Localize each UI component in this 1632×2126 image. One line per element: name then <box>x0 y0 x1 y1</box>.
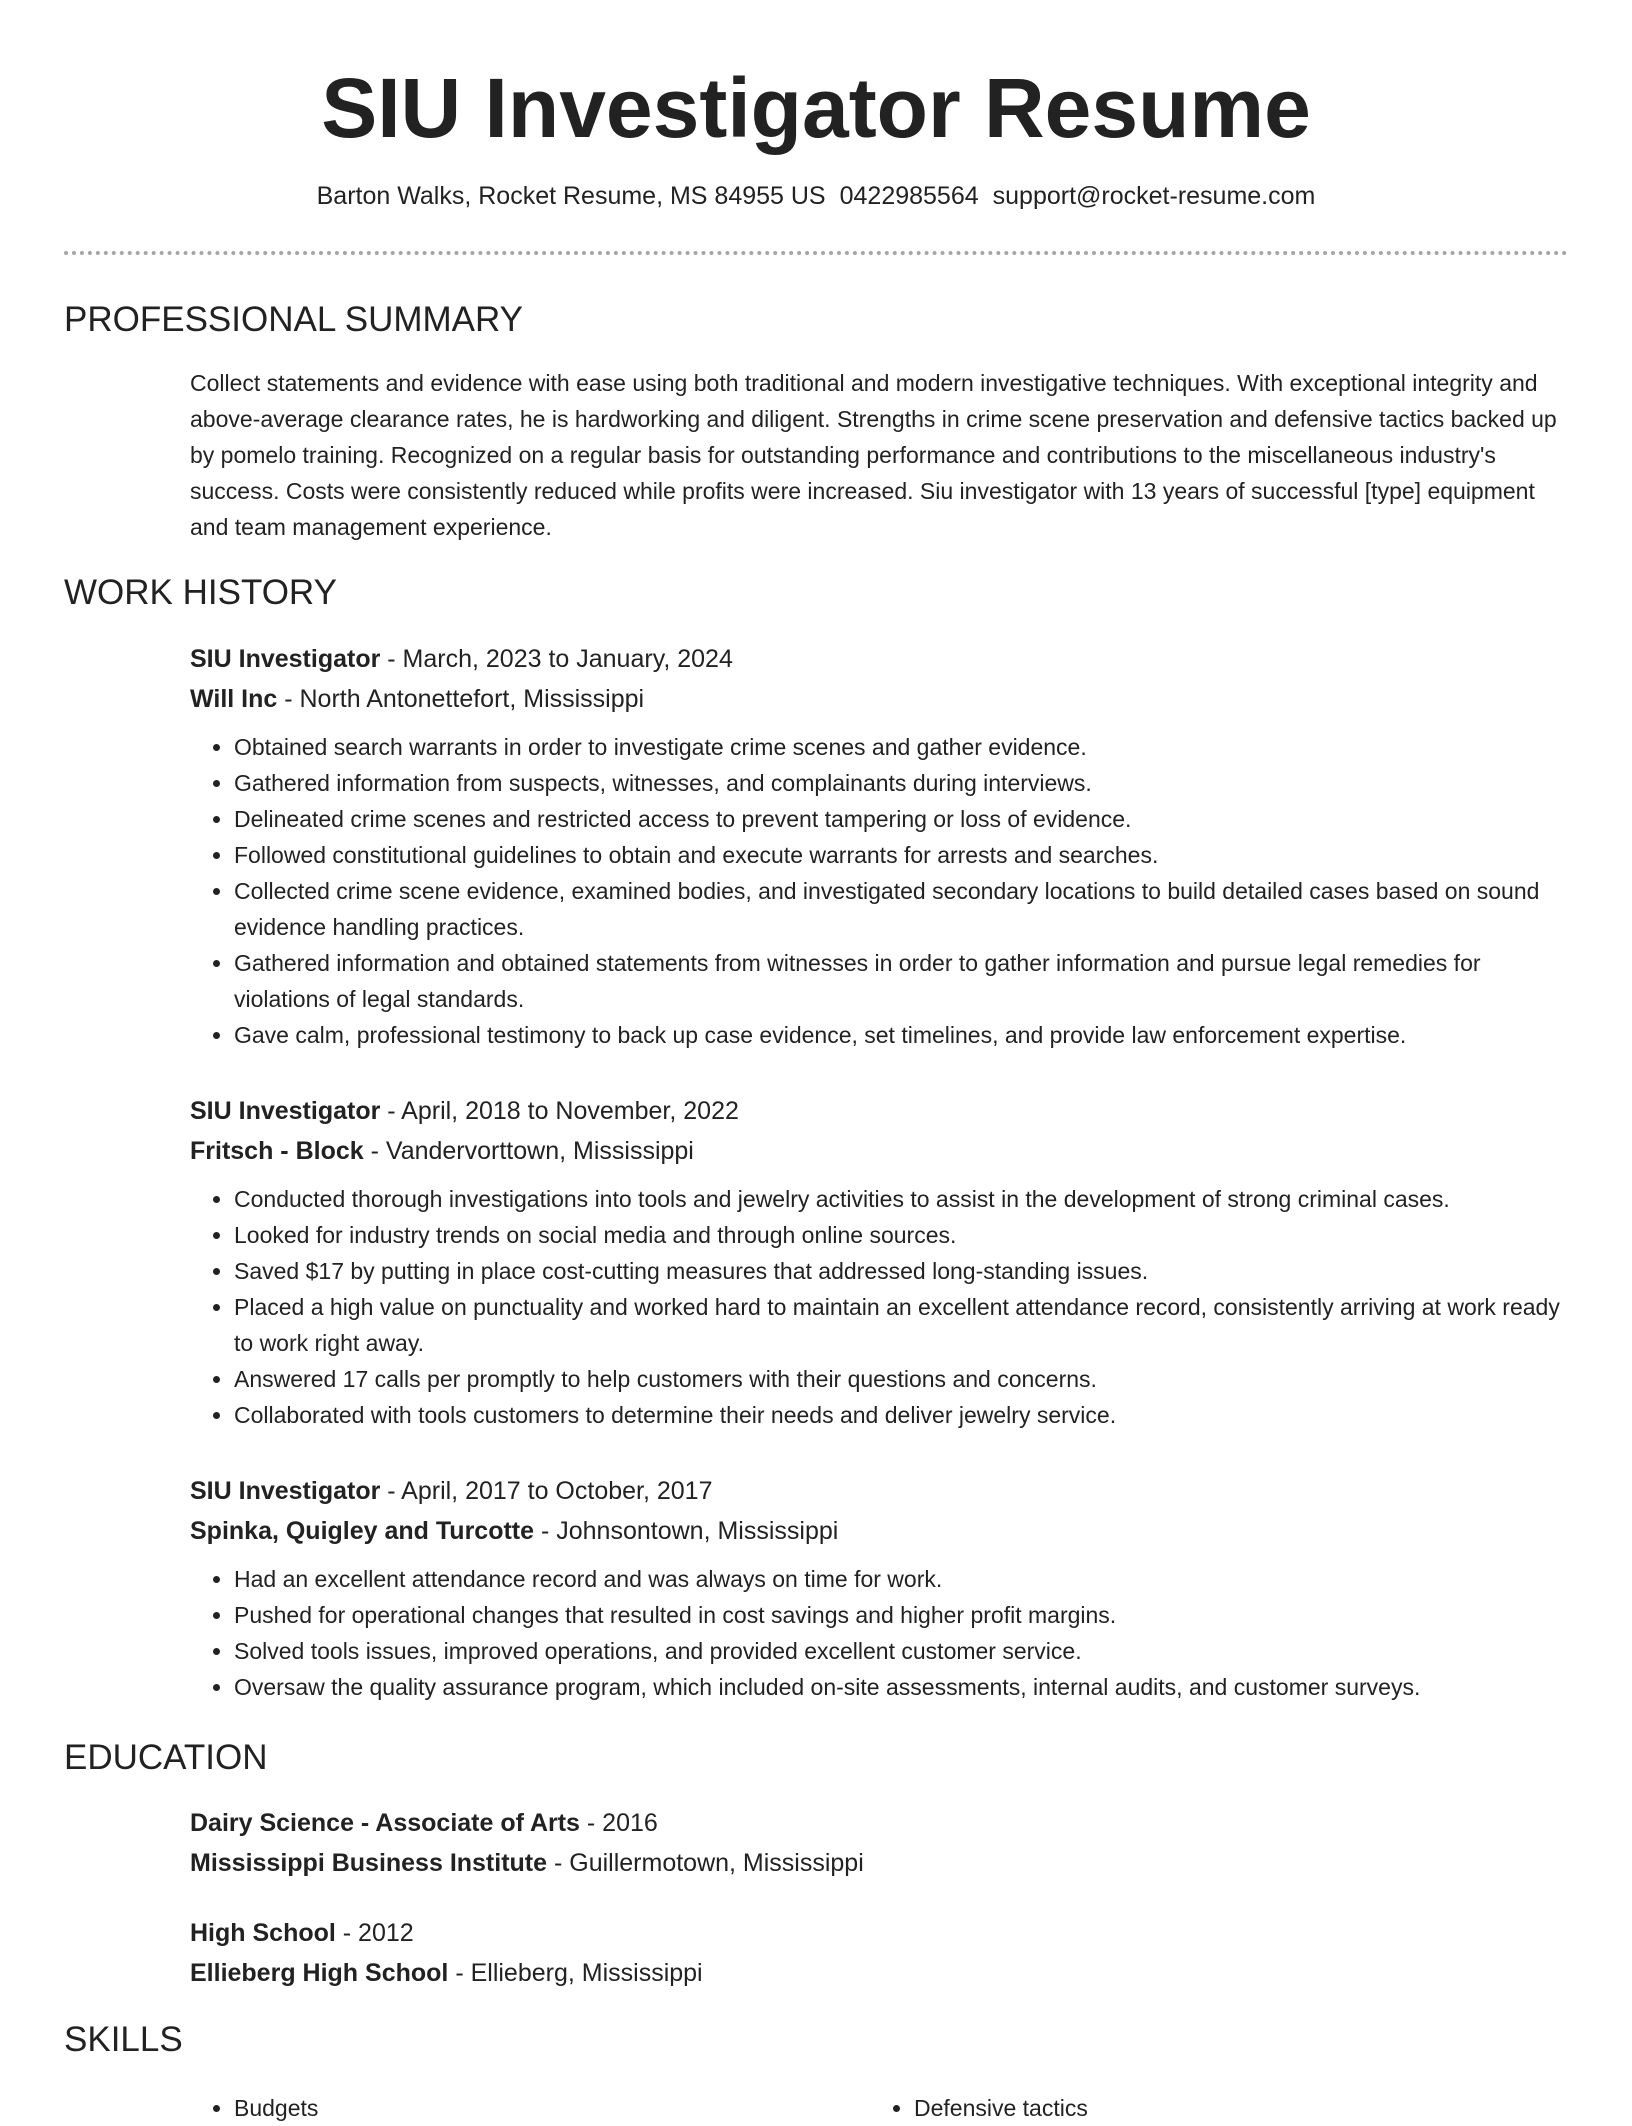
list-item: • Gathered information from suspects, witnesses, and complainants during interviews. <box>234 765 1570 801</box>
job-dates: - April, 2017 to October, 2017 <box>380 1477 713 1505</box>
list-item: • Obtained search warrants in order to investigate crime scenes and gather evidence. <box>234 729 1570 765</box>
education-heading: EDUCATION <box>64 1738 268 1777</box>
list-item: • Solved tools issues, improved operations, and provided excellent customer service. <box>234 1633 1570 1669</box>
skill-item: • Budgets <box>234 2090 870 2126</box>
job-company: Fritsch - Block <box>190 1137 364 1165</box>
job-role: SIU Investigator <box>190 1097 381 1125</box>
work-history-heading: WORK HISTORY <box>64 573 337 612</box>
job-entry <box>190 1091 1570 1433</box>
list-item: • Conducted thorough investigations into tools and jewelry activities to assist in the development of strong criminal cases. <box>234 1181 1570 1217</box>
degree: Dairy Science - Associate of Arts <box>190 1809 580 1837</box>
school-location: - Guillermotown, Mississippi <box>547 1849 864 1877</box>
job-company: Will Inc <box>190 685 278 713</box>
job-location: - Johnsontown, Mississippi <box>534 1517 839 1545</box>
contact-email: support@rocket-resume.com <box>992 182 1316 210</box>
list-item: • Followed constitutional guidelines to obtain and execute warrants for arrests and searches. <box>234 837 1570 873</box>
skills-column-left <box>190 2090 870 2126</box>
job-location: - Vandervorttown, Mississippi <box>363 1137 694 1165</box>
job-entry <box>190 1471 1570 1705</box>
job-company-line <box>190 1511 1570 1551</box>
skills-heading: SKILLS <box>64 2020 183 2059</box>
job-location: - North Antonettefort, Mississippi <box>277 685 645 713</box>
job-bullets <box>190 1561 1570 1705</box>
header-divider <box>64 251 1568 255</box>
school-line <box>190 1843 1570 1883</box>
skills-column-right <box>870 2090 1550 2126</box>
job-title-line <box>190 1471 1570 1511</box>
contact-info <box>0 182 1632 211</box>
job-entry <box>190 639 1570 1053</box>
school-line <box>190 1953 1570 1993</box>
job-bullets <box>190 1181 1570 1433</box>
job-title-line <box>190 639 1570 679</box>
list-item: • Pushed for operational changes that resulted in cost savings and higher profit margins. <box>234 1597 1570 1633</box>
list-item: • Oversaw the quality assurance program, which included on-site assessments, internal audits, and customer surveys. <box>234 1669 1570 1705</box>
summary-text: Collect statements and evidence with ease using both traditional and modern investigative techniques. With exceptional integrity and above-average clearance rates, he is hardworking and diligent. Strengths in crime scene preservation and defensive tactics backed up by pomelo training. Recognized on a regular basis for outstanding performance and contributions to the miscellaneous industry's success. Costs were consistently reduced while profits were increased. Siu investigator with 13 years of successful [type] equipment and team management experience. <box>190 370 1557 540</box>
list-item: • Delineated crime scenes and restricted access to prevent tampering or loss of evidence. <box>234 801 1570 837</box>
contact-address: Barton Walks, Rocket Resume, MS 84955 US <box>316 182 826 210</box>
contact-phone: 0422985564 <box>839 182 979 210</box>
job-title-line <box>190 1091 1570 1131</box>
list-item: • Gathered information and obtained statements from witnesses in order to gather information and pursue legal remedies for violations of legal standards. <box>234 945 1570 1017</box>
job-company-line <box>190 679 1570 719</box>
list-item: • Had an excellent attendance record and was always on time for work. <box>234 1561 1570 1597</box>
job-role: SIU Investigator <box>190 645 381 673</box>
school: Ellieberg High School <box>190 1959 449 1987</box>
skill-item: • Defensive tactics <box>914 2090 1550 2126</box>
list-item: • Answered 17 calls per promptly to help customers with their questions and concerns. <box>234 1361 1570 1397</box>
school: Mississippi Business Institute <box>190 1849 548 1877</box>
job-dates: - March, 2023 to January, 2024 <box>380 645 733 673</box>
degree-line <box>190 1913 1570 1953</box>
school-location: - Ellieberg, Mississippi <box>448 1959 703 1987</box>
list-item: • Gave calm, professional testimony to back up case evidence, set timelines, and provide law enforcement expertise. <box>234 1017 1570 1053</box>
list-item: • Placed a high value on punctuality and worked hard to maintain an excellent attendance record, consistently arriving at work ready to work right away. <box>234 1289 1570 1361</box>
degree: High School <box>190 1919 336 1947</box>
degree-year: - 2016 <box>579 1809 658 1837</box>
skills-list <box>190 2090 1570 2126</box>
education-entry <box>190 1913 1570 1993</box>
list-item: • Collaborated with tools customers to determine their needs and deliver jewelry service. <box>234 1397 1570 1433</box>
job-role: SIU Investigator <box>190 1477 381 1505</box>
job-company-line <box>190 1131 1570 1171</box>
summary-heading: PROFESSIONAL SUMMARY <box>64 300 523 339</box>
degree-year: - 2012 <box>335 1919 414 1947</box>
list-item: • Looked for industry trends on social media and through online sources. <box>234 1217 1570 1253</box>
job-dates: - April, 2018 to November, 2022 <box>380 1097 739 1125</box>
job-company: Spinka, Quigley and Turcotte <box>190 1517 535 1545</box>
list-item: • Saved $17 by putting in place cost-cutting measures that addressed long-standing issues. <box>234 1253 1570 1289</box>
page-title: SIU Investigator Resume <box>321 61 1311 155</box>
job-bullets <box>190 729 1570 1053</box>
degree-line <box>190 1803 1570 1843</box>
list-item: • Collected crime scene evidence, examined bodies, and investigated secondary locations to build detailed cases based on sound evidence handling practices. <box>234 873 1570 945</box>
education-entry <box>190 1803 1570 1883</box>
